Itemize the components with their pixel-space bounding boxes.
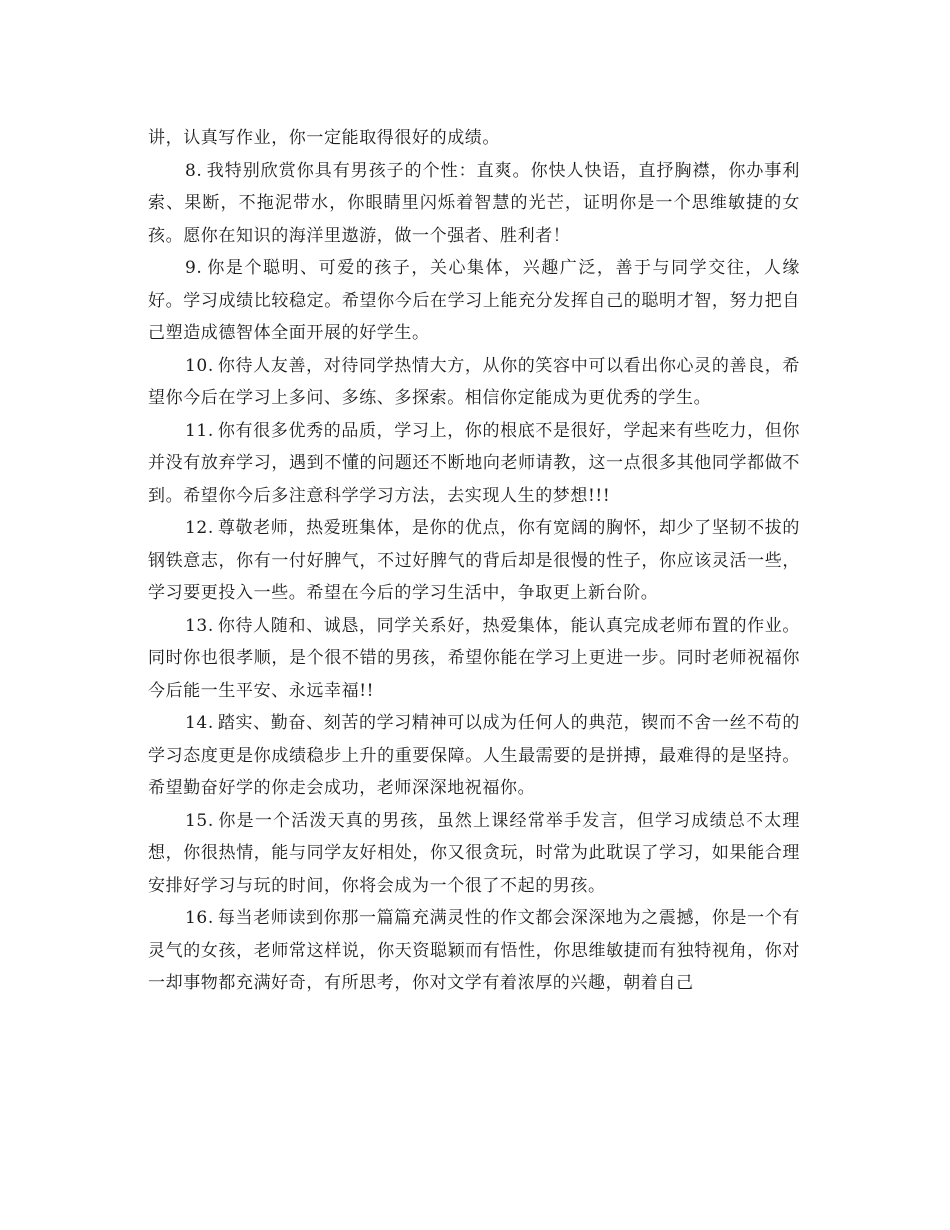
item-text: 踏实、勤奋、刻苦的学习精神可以成为任何人的典范，锲而不舍一丝不苟的学习态度更是你成绩稳步上升的重要保障。人生最需要的是拼搏，最难得的是坚持。希望勤奋好学的你走会成功，老师深深地祝福你。: [148, 713, 800, 798]
comment-item-10: [148, 350, 800, 415]
item-text: 你是个聪明、可爱的孩子，关心集体，兴趣广泛，善于与同学交往，人缘好。学习成绩比较稳定。希望你今后在学习上能充分发挥自己的聪明才智，努力把自己塑造成德智体全面开展的好学生。: [148, 258, 800, 343]
item-text: 你待人友善，对待同学热情大方，从你的笑容中可以看出你心灵的善良，希望你今后在学习上多问、多练、多探索。相信你定能成为更优秀的学生。: [148, 355, 800, 408]
comment-item-16: [148, 902, 800, 1000]
comment-item-14: [148, 707, 800, 805]
comment-item-8: [148, 155, 800, 253]
comment-item-9: [148, 252, 800, 350]
item-number: 16.: [185, 908, 214, 928]
comment-item-12: [148, 512, 800, 610]
item-text: 你待人随和、诚恳，同学关系好，热爱集体，能认真完成老师布置的作业。同时你也很孝顺，是个很不错的男孩，希望你能在学习上更进一步。同时老师祝福你今后能一生平安、永远幸福!!: [148, 615, 800, 701]
item-number: 10.: [185, 355, 214, 376]
item-text: 我特别欣赏你具有男孩子的个性：直爽。你快人快语，直抒胸襟，你办事利索、果断，不拖泥带水，你眼睛里闪烁着智慧的光芒，证明你是一个思维敏捷的女孩。愿你在知识的海洋里遨游，做一个强者、胜利者！: [148, 160, 800, 246]
item-number: 13.: [185, 615, 214, 636]
item-number: 15.: [185, 810, 214, 831]
comment-item-13: [148, 610, 800, 708]
document-page: [148, 122, 800, 1000]
comment-item-15: [148, 805, 800, 903]
continuation-paragraph: 讲，认真写作业，你一定能取得很好的成绩。: [148, 128, 500, 148]
item-number: 14.: [185, 713, 214, 733]
comment-item-11: [148, 415, 800, 513]
item-text: 你有很多优秀的品质，学习上，你的根底不是很好，学起来有些吃力，但你并没有放弃学习，遇到不懂的问题还不断地向老师请教，这一点很多其他同学都做不到。希望你今后多注意科学学习方法，去实现人生的梦想!!!: [148, 420, 800, 506]
item-number: 8.: [185, 160, 203, 181]
item-number: 12.: [185, 518, 214, 538]
item-number: 11.: [185, 420, 214, 441]
item-text: 尊敬老师，热爱班集体，是你的优点，你有宽阔的胸怀，却少了坚韧不拔的钢铁意志，你有一付好脾气，不过好脾气的背后却是很慢的性子，你应该灵活一些，学习要更投入一些。希望在今后的学习生活中，争取更上新台阶。: [148, 518, 800, 603]
item-number: 9.: [185, 258, 203, 278]
item-text: 你是一个活泼天真的男孩，虽然上课经常举手发言，但学习成绩总不太理想，你很热情，能与同学友好相处，你又很贪玩，时常为此耽误了学习，如果能合理安排好学习与玩的时间，你将会成为一个很了不起的男孩。: [148, 810, 800, 896]
item-text: 每当老师读到你那一篇篇充满灵性的作文都会深深地为之震撼，你是一个有灵气的女孩，老师常这样说，你天资聪颖而有悟性，你思维敏捷而有独特视角，你对一却事物都充满好奇，有所思考，你对文学有着浓厚的兴趣，朝着自己: [148, 908, 800, 993]
